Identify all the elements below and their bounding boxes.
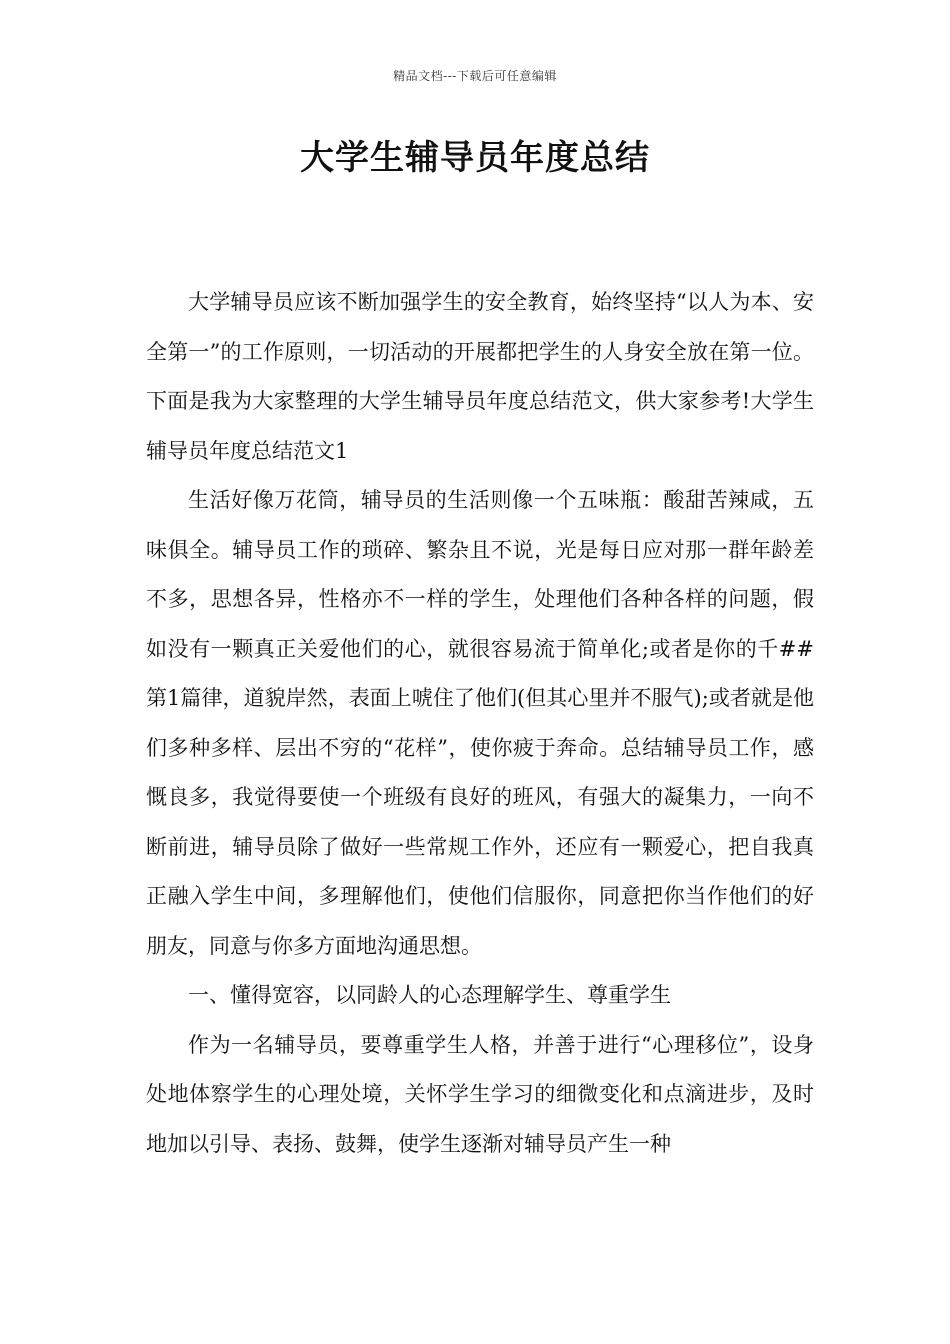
document-title: 大学生辅导员年度总结 — [300, 138, 650, 178]
paragraph-main: 生活好像万花筒，辅导员的生活则像一个五味瓶：酸甜苦辣咸，五味俱全。辅导员工作的琐碎、繁杂且不说，光是每日应对那一群年龄差不多，思想各异，性格亦不一样的学生，处理他们各种各样的问题，假如没有一颗真正关爱他们的心，就很容易流于简单化;或者是你的千##第1篇律，道貌岸然，表面上唬住了他们(但其心里并不服气);或者就是他们多种多样、层出不穷的“花样”，使你疲于奔命。总结辅导员工作，感慨良多，我觉得要使一个班级有良好的班风，有强大的凝集力，一向不断前进，辅导员除了做好一些常规工作外，还应有一颗爱心，把自我真正融入学生中间，多理解他们，使他们信服你，同意把你当作他们的好朋友，同意与你多方面地沟通思想。 — [146, 488, 814, 958]
paragraph-intro: 大学辅导员应该不断加强学生的安全教育，始终坚持“以人为本、安全第一”的工作原则，一切活动的开展都把学生的人身安全放在第一位。下面是我为大家整理的大学生辅导员年度总结范文，供大家参考!大学生辅导员年度总结范文1 — [146, 290, 814, 463]
section-heading-1: 一、懂得宽容，以同龄人的心态理解学生、尊重学生 — [188, 983, 671, 1007]
header-note: 精品文档---下载后可任意编辑 — [393, 69, 557, 83]
paragraph-section-1: 作为一名辅导员，要尊重学生人格，并善于进行“心理移位”，设身处地体察学生的心理处境，关怀学生学习的细微变化和点滴进步，及时地加以引导、表扬、鼓舞，使学生逐渐对辅导员产生一种 — [146, 1032, 814, 1156]
document-body — [146, 278, 814, 1169]
